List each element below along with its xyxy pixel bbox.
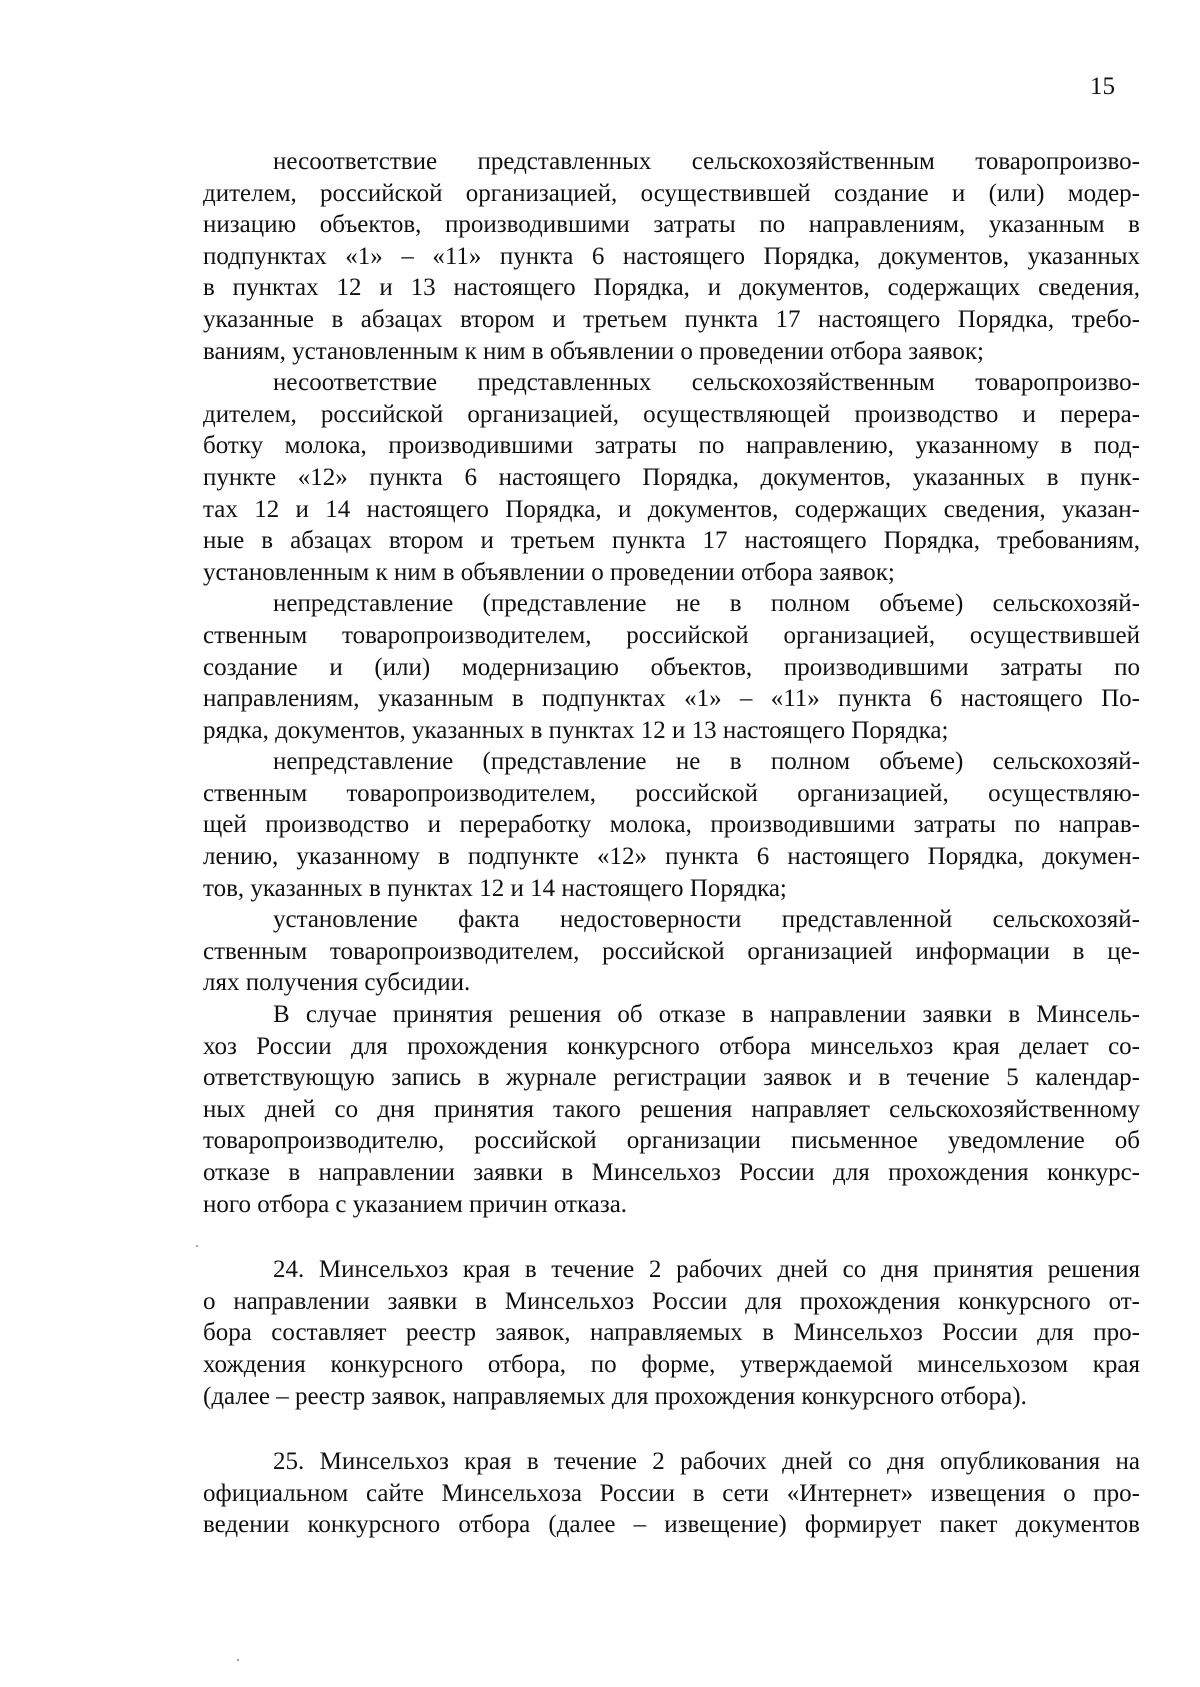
text-line: ственным товаропроизводителем, российской организацией, осуществившей <box>203 621 1140 649</box>
text-line: лях получения субсидии. <box>203 969 471 997</box>
text-line: ственным товаропроизводителем, российской организацией информации в це- <box>203 937 1140 965</box>
text-line: установление факта недостоверности представленной сельскохозяй- <box>273 906 1140 934</box>
text-line: направлениям, указанным в подпунктах «1» – «11» пункта 6 настоящего По- <box>203 685 1140 713</box>
text-line: непредставление (представление не в полном объеме) сельскохозяй- <box>273 590 1140 618</box>
paragraph <box>203 999 1140 1220</box>
text-line: тах 12 и 14 настоящего Порядка, и документов, содержащих сведения, указан- <box>203 495 1140 523</box>
text-line: о направлении заявки в Минсельхоз России для прохождения конкурсного от- <box>203 1287 1140 1315</box>
text-line: отказе в направлении заявки в Минсельхоз России для прохождения конкурс- <box>203 1159 1140 1186</box>
text-line: лению, указанному в подпункте «12» пункта 6 настоящего Порядка, докумен- <box>203 843 1140 871</box>
text-line: указанные в абзацах втором и третьем пункта 17 настоящего Порядка, требо- <box>203 305 1140 333</box>
paragraph-gap <box>203 1412 1140 1446</box>
text-line: тов, указанных в пунктах 12 и 14 настоящего Порядка; <box>203 874 787 902</box>
paragraph <box>203 1446 1140 1541</box>
text-line: дителем, российской организацией, осуществившей создание и (или) модер- <box>203 179 1140 207</box>
text-line: создание и (или) модернизацию объектов, производившими затраты по <box>203 653 1140 681</box>
text-line: товаропроизводителю, российской организации письменное уведомление об <box>203 1127 1140 1155</box>
text-line: ных дней со дня принятия такого решения направляет сельскохозяйственному <box>203 1095 1140 1123</box>
text-line: рядка, документов, указанных в пунктах 12 и 13 настоящего Порядка; <box>203 716 949 744</box>
paragraph <box>203 904 1140 999</box>
text-line: несоответствие представленных сельскохозяйственным товаропроизво- <box>273 148 1140 175</box>
paragraph <box>203 588 1140 746</box>
paragraph <box>203 367 1140 588</box>
text-line: хождения конкурсного отбора, по форме, утверждаемой минсельхозом края <box>203 1350 1140 1378</box>
scan-speck <box>237 1659 239 1661</box>
paragraph <box>203 1254 1140 1412</box>
text-line: дителем, российской организацией, осуществляющей производство и перера- <box>203 400 1140 428</box>
text-line: подпунктах «1» – «11» пункта 6 настоящего Порядка, документов, указанных <box>203 242 1140 270</box>
text-line: официальном сайте Минсельхоза России в сети «Интернет» извещения о про- <box>203 1479 1140 1507</box>
text-line: ственным товаропроизводителем, российской организацией, осуществляю- <box>203 779 1140 807</box>
text-line: в пунктах 12 и 13 настоящего Порядка, и документов, содержащих сведения, <box>203 274 1140 302</box>
paragraph <box>203 746 1140 904</box>
text-line: ного отбора с указанием причин отказа. <box>203 1190 628 1218</box>
text-line: низацию объектов, производившими затраты по направлениям, указанным в <box>203 211 1140 239</box>
scan-speck <box>196 1245 198 1247</box>
text-line: щей производство и переработку молока, производившими затраты по направ- <box>203 811 1140 839</box>
text-line: непредставление (представление не в полном объеме) сельскохозяй- <box>273 748 1140 776</box>
page-number: 15 <box>1090 73 1115 100</box>
text-line: установленным к ним в объявлении о проведении отбора заявок; <box>203 558 895 586</box>
text-line: ботку молока, производившими затраты по направлению, указанному в под- <box>203 432 1140 460</box>
text-line: ваниям, установленным к ним в объявлении о проведении отбора заявок; <box>203 337 984 365</box>
text-line: ные в абзацах втором и третьем пункта 17 настоящего Порядка, требованиям, <box>203 527 1140 555</box>
paragraph-gap <box>203 1220 1140 1254</box>
text-line: ответствующую запись в журнале регистрации заявок и в течение 5 календар- <box>203 1064 1140 1092</box>
paragraph <box>203 146 1140 367</box>
text-line: В случае принятия решения об отказе в направлении заявки в Минсель- <box>273 1001 1140 1029</box>
text-line: пункте «12» пункта 6 настоящего Порядка, документов, указанных в пунк- <box>203 463 1140 491</box>
text-line: бора составляет реестр заявок, направляемых в Минсельхоз России для про- <box>203 1319 1140 1347</box>
text-line: 24. Минсельхоз края в течение 2 рабочих дней со дня принятия решения <box>273 1256 1140 1284</box>
text-line: ведении конкурсного отбора (далее – извещение) формирует пакет документов <box>203 1511 1140 1539</box>
body-text <box>203 146 1140 1541</box>
text-line: 25. Минсельхоз края в течение 2 рабочих дней со дня опубликования на <box>273 1448 1140 1476</box>
text-line: несоответствие представленных сельскохозяйственным товаропроизво- <box>273 369 1140 397</box>
text-line: (далее – реестр заявок, направляемых для прохождения конкурсного отбора). <box>203 1382 1027 1410</box>
text-line: хоз России для прохождения конкурсного отбора минсельхоз края делает со- <box>203 1032 1140 1060</box>
